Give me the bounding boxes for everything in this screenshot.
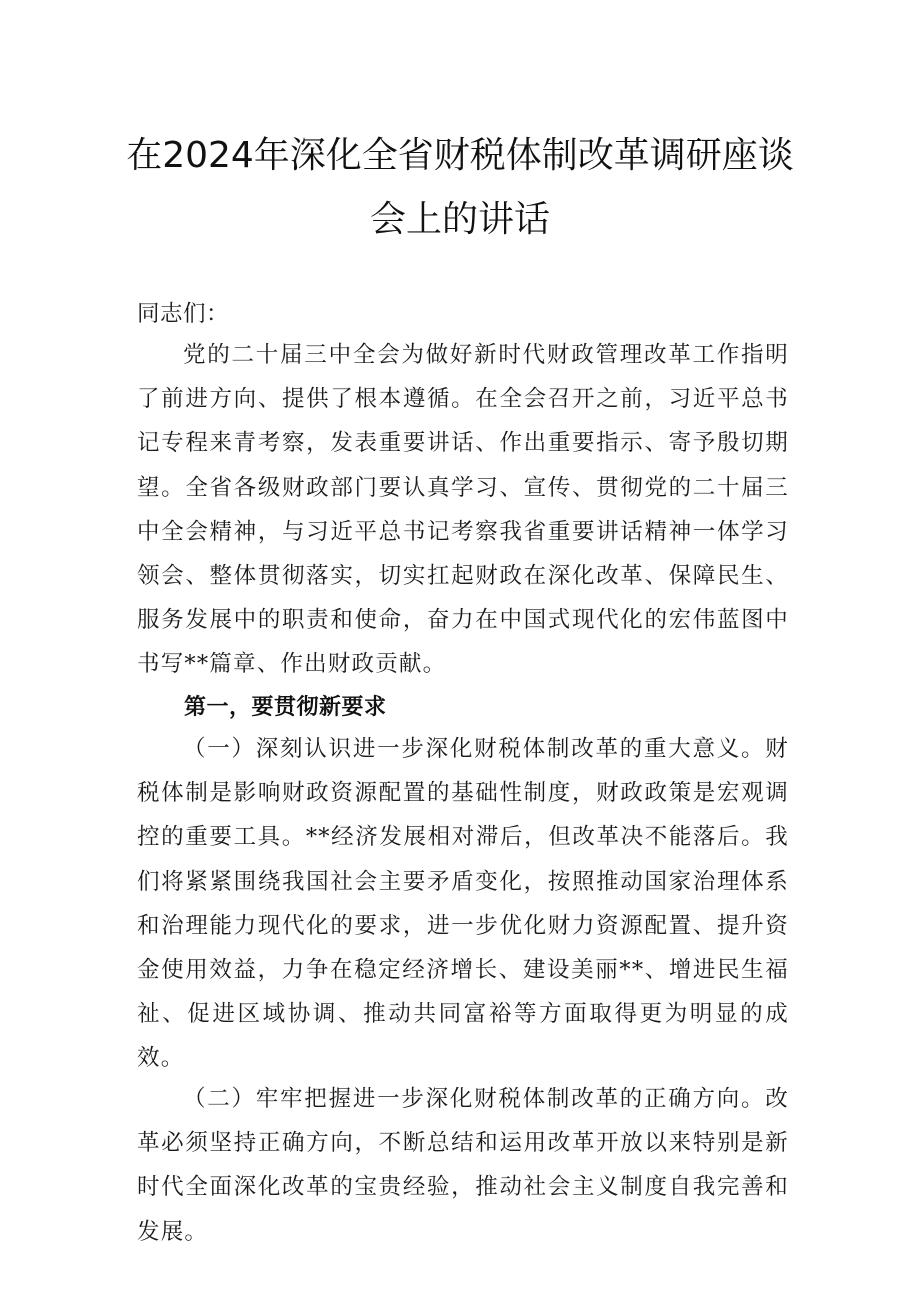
- document-title-line-2: 会上的讲话: [369, 199, 550, 240]
- paragraph-section-1-item-1: （一）深刻认识进一步深化财税体制改革的重大意义。财税体制是影响财政资源配置的基础性制度，财政政策是宏观调控的重要工具。**经济发展相对滞后，但改革决不能落后。我们将紧紧围绕我国社会主要矛盾变化，按照推动国家治理体系和治理能力现代化的要求，进一步优化财力资源配置、提升资金使用效益，力争在稳定经济增长、建设美丽**、增进民生福祉、促进区域协调、推动共同富裕等方面取得更为明显的成效。: [137, 736, 789, 1072]
- paragraph-section-1-item-2: （二）牢牢把握进一步深化财税体制改革的正确方向。改革必须坚持正确方向，不断总结和运用改革开放以来特别是新时代全面深化改革的宝贵经验，推动社会主义制度自我完善和发展。: [137, 1086, 789, 1245]
- salutation: 同志们：: [137, 301, 230, 327]
- paragraph-intro: 党的二十届三中全会为做好新时代财政管理改革工作指明了前进方向、提供了根本遵循。在全会召开之前，习近平总书记专程来青考察，发表重要讲话、作出重要指示、寄予殷切期望。全省各级财政部门要认真学习、宣传、贯彻党的二十届三中全会精神，与习近平总书记考察我省重要讲话精神一体学习领会、整体贯彻落实，切实扛起财政在深化改革、保障民生、服务发展中的职责和使命，奋力在中国式现代化的宏伟蓝图中书写**篇章、作出财政贡献。: [137, 342, 789, 678]
- section-heading-1: 第一，要贯彻新要求: [184, 695, 387, 720]
- document-title-line-1: 在2024年深化全省财税体制改革调研座谈: [126, 135, 794, 176]
